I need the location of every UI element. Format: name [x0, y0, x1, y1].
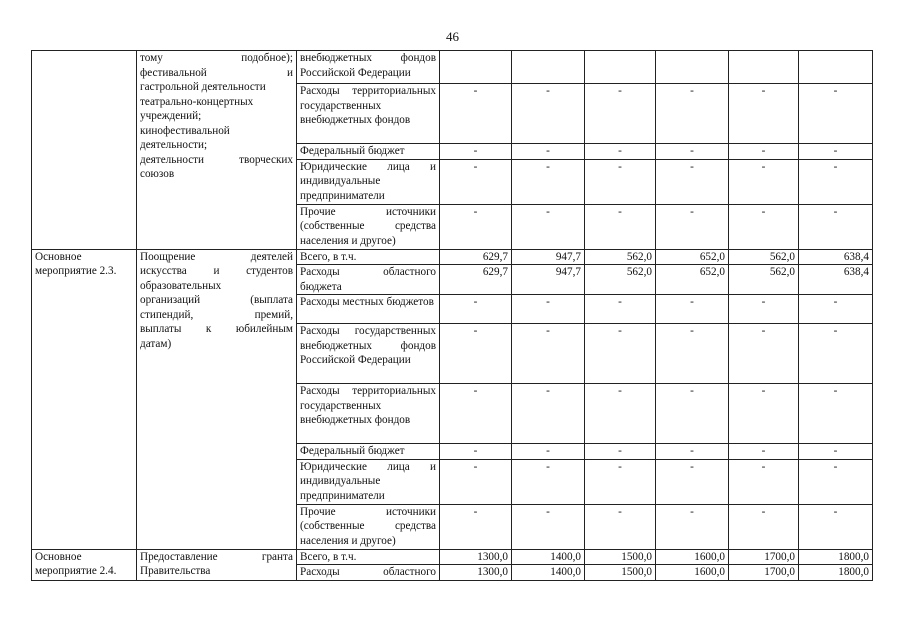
- value-cell: 1400,0: [512, 565, 585, 581]
- value-cell: -: [585, 144, 656, 160]
- value-cell: -: [440, 84, 512, 144]
- value-cell: 562,0: [585, 249, 656, 265]
- funding-source: Расходы территориальных государственных внебюджетных фондов: [297, 384, 440, 444]
- value-cell: 1600,0: [656, 549, 729, 565]
- value-cell: -: [799, 504, 873, 549]
- value-cell: -: [440, 324, 512, 384]
- funding-source: Расходы государственных внебюджетных фондов Российской Федерации: [297, 324, 440, 384]
- value-cell: -: [656, 295, 729, 324]
- value-cell: 629,7: [440, 265, 512, 295]
- value-cell: -: [512, 459, 585, 504]
- table-row: [32, 51, 873, 84]
- value-cell: -: [585, 444, 656, 460]
- value-cell: -: [729, 84, 799, 144]
- value-cell: -: [729, 324, 799, 384]
- value-cell: -: [440, 384, 512, 444]
- value-cell: 1600,0: [656, 565, 729, 581]
- value-cell: -: [656, 84, 729, 144]
- value-cell: -: [656, 504, 729, 549]
- value-cell: -: [585, 159, 656, 204]
- value-cell: -: [585, 295, 656, 324]
- value-cell: -: [512, 204, 585, 249]
- value-cell: -: [656, 384, 729, 444]
- funding-source: Расходы местных бюджетов: [297, 295, 440, 324]
- budget-table: [31, 50, 873, 581]
- value-cell: -: [799, 324, 873, 384]
- value-cell: -: [512, 384, 585, 444]
- funding-source: Всего, в т.ч.: [297, 249, 440, 265]
- value-cell: -: [656, 444, 729, 460]
- funding-source: внебюджетных фондов Российской Федерации: [297, 51, 440, 84]
- value-cell: -: [729, 459, 799, 504]
- funding-source: Прочие источники (собственные средства населения и другое): [297, 504, 440, 549]
- value-cell: 562,0: [729, 249, 799, 265]
- value-cell: 1700,0: [729, 565, 799, 581]
- value-cell: -: [440, 444, 512, 460]
- value-cell: 1500,0: [585, 565, 656, 581]
- value-cell: -: [585, 204, 656, 249]
- value-cell: -: [585, 504, 656, 549]
- page-number: 46: [446, 29, 459, 44]
- value-cell: 1800,0: [799, 549, 873, 565]
- funding-source: Юридические лица и индивидуальные предприниматели: [297, 159, 440, 204]
- value-cell: [440, 51, 512, 84]
- value-cell: [729, 51, 799, 84]
- value-cell: -: [440, 295, 512, 324]
- value-cell: -: [585, 84, 656, 144]
- value-cell: 562,0: [729, 265, 799, 295]
- value-cell: -: [512, 324, 585, 384]
- value-cell: -: [512, 444, 585, 460]
- value-cell: 1300,0: [440, 549, 512, 565]
- value-cell: -: [729, 204, 799, 249]
- value-cell: 1400,0: [512, 549, 585, 565]
- funding-source: Федеральный бюджет: [297, 144, 440, 160]
- value-cell: -: [799, 384, 873, 444]
- value-cell: -: [512, 84, 585, 144]
- funding-source: Всего, в т.ч.: [297, 549, 440, 565]
- measure-description-cell: тому подобное); фестивальной и гастрольной деятельности театрально-концертных учреждений; кинофестивальной деятельности; деятельности творческих союзов: [137, 51, 297, 250]
- value-cell: -: [799, 295, 873, 324]
- value-cell: -: [799, 459, 873, 504]
- value-cell: 652,0: [656, 249, 729, 265]
- value-cell: -: [799, 159, 873, 204]
- funding-source: Расходы областного: [297, 565, 440, 581]
- value-cell: -: [799, 84, 873, 144]
- value-cell: -: [512, 504, 585, 549]
- value-cell: -: [729, 444, 799, 460]
- value-cell: -: [656, 144, 729, 160]
- value-cell: 1300,0: [440, 565, 512, 581]
- value-cell: [656, 51, 729, 84]
- value-cell: -: [585, 459, 656, 504]
- value-cell: -: [440, 459, 512, 504]
- value-cell: -: [440, 159, 512, 204]
- value-cell: 638,4: [799, 249, 873, 265]
- value-cell: -: [440, 504, 512, 549]
- value-cell: [799, 51, 873, 84]
- value-cell: 947,7: [512, 249, 585, 265]
- value-cell: 652,0: [656, 265, 729, 295]
- measure-label-cell: [32, 51, 137, 250]
- measure-label-cell: Основное мероприятие 2.3.: [32, 249, 137, 549]
- value-cell: 947,7: [512, 265, 585, 295]
- funding-source: Расходы территориальных государственных внебюджетных фондов: [297, 84, 440, 144]
- value-cell: -: [585, 324, 656, 384]
- value-cell: 1800,0: [799, 565, 873, 581]
- funding-source: Расходы областного бюджета: [297, 265, 440, 295]
- measure-description-cell: Предоставление гранта Правительства: [137, 549, 297, 580]
- value-cell: -: [440, 144, 512, 160]
- value-cell: [512, 51, 585, 84]
- value-cell: 562,0: [585, 265, 656, 295]
- value-cell: -: [799, 444, 873, 460]
- value-cell: -: [656, 459, 729, 504]
- value-cell: -: [512, 295, 585, 324]
- value-cell: -: [799, 204, 873, 249]
- value-cell: -: [512, 159, 585, 204]
- value-cell: -: [729, 144, 799, 160]
- value-cell: -: [656, 324, 729, 384]
- value-cell: -: [656, 204, 729, 249]
- value-cell: 629,7: [440, 249, 512, 265]
- funding-source: Прочие источники (собственные средства населения и другое): [297, 204, 440, 249]
- value-cell: 1700,0: [729, 549, 799, 565]
- measure-label-cell: Основное мероприятие 2.4.: [32, 549, 137, 580]
- table-row: [32, 249, 873, 265]
- funding-source: Федеральный бюджет: [297, 444, 440, 460]
- table-row: [32, 549, 873, 565]
- value-cell: -: [729, 159, 799, 204]
- value-cell: -: [440, 204, 512, 249]
- value-cell: -: [585, 384, 656, 444]
- value-cell: -: [512, 144, 585, 160]
- value-cell: -: [729, 504, 799, 549]
- funding-source: Юридические лица и индивидуальные предприниматели: [297, 459, 440, 504]
- value-cell: -: [729, 384, 799, 444]
- value-cell: 638,4: [799, 265, 873, 295]
- value-cell: -: [729, 295, 799, 324]
- value-cell: -: [656, 159, 729, 204]
- value-cell: 1500,0: [585, 549, 656, 565]
- measure-description-cell: Поощрение деятелей искусства и студентов образовательных организаций (выплата стипендий, премий, выплаты к юбилейным датам): [137, 249, 297, 549]
- value-cell: [585, 51, 656, 84]
- value-cell: -: [799, 144, 873, 160]
